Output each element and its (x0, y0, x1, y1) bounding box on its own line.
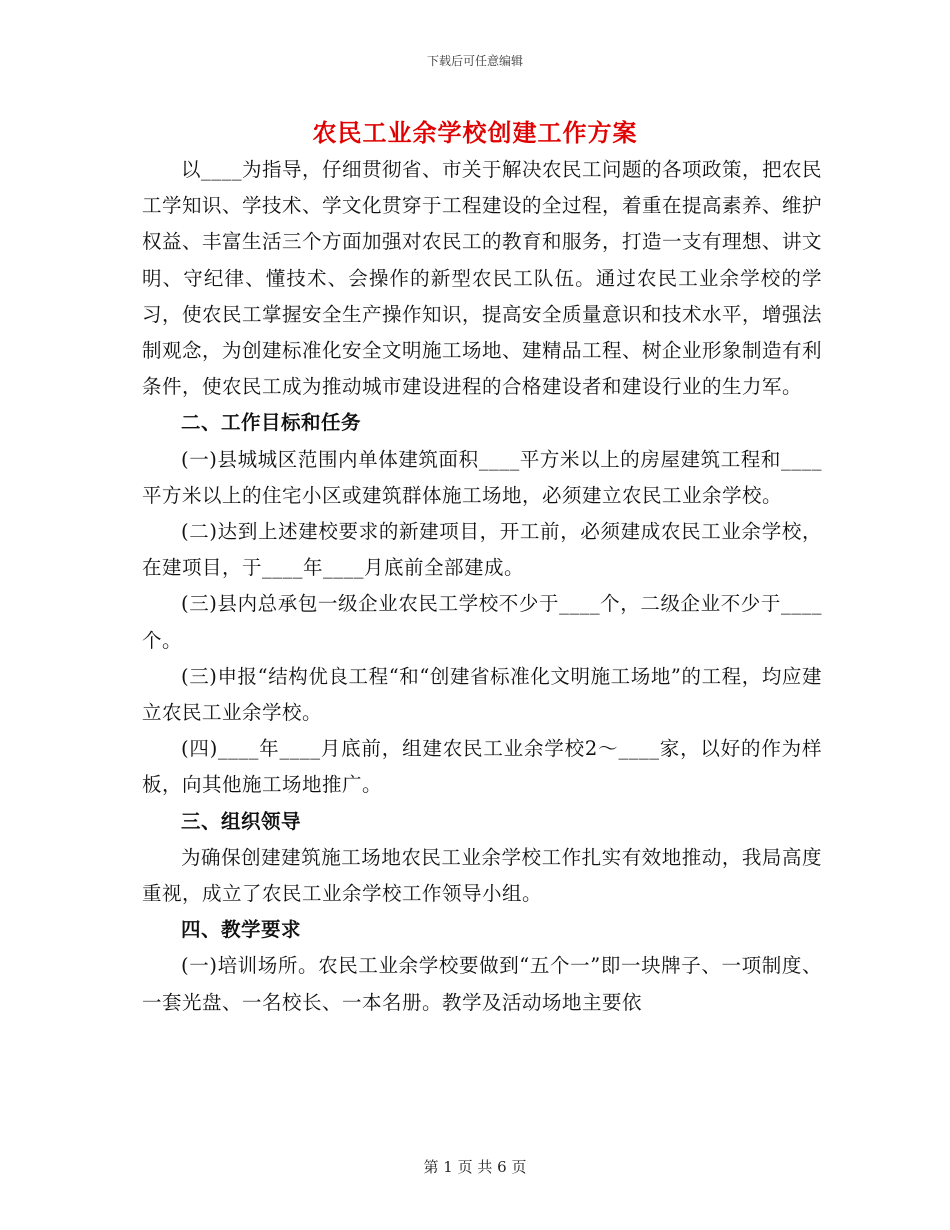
teaching-paragraph: (一)培训场所。农民工业余学校要做到“五个一”即一块牌子、一项制度、一套光盘、一名校长、一本名册。教学及活动场地主要依 (142, 954, 822, 1014)
goals-item-4: (三)申报“结构优良工程“和“创建省标准化文明施工场地”的工程，均应建立农民工业余学校。 (142, 664, 822, 725)
document-body (142, 152, 822, 1021)
goals-item-2: (二)达到上述建校要求的新建项目，开工前，必须建成农民工业余学校，在建项目，于____年____月底前全部建成。 (142, 520, 822, 580)
section-heading-leadership: 三、组织领导 (181, 809, 302, 833)
goals-item-1: (一)县城城区范围内单体建筑面积____平方米以上的房屋建筑工程和____平方米以上的住宅小区或建筑群体施工场地，必须建立农民工业余学校。 (142, 447, 822, 507)
page-number: 第 1 页 共 6 页 (423, 1158, 527, 1176)
goals-item-3: (三)县内总承包一级企业农民工学校不少于____个，二级企业不少于____个。 (142, 592, 822, 652)
page-header-note: 下载后可任意编辑 (426, 54, 523, 68)
section-heading-goals: 二、工作目标和任务 (181, 411, 362, 435)
goals-item-5: (四)____年____月底前，组建农民工业余学校2～____家，以好的作为样板，向其他施工场地推广。 (142, 737, 822, 797)
document-title: 农民工业余学校创建工作方案 (312, 118, 638, 147)
intro-paragraph: 以____为指导，仔细贯彻省、市关于解决农民工问题的各项政策，把农民工学知识、学技术、学文化贯穿于工程建设的全过程，着重在提高素养、维护权益、丰富生活三个方面加强对农民工的教育和服务，打造一支有理想、讲文明、守纪律、懂技术、会操作的新型农民工队伍。通过农民工业余学校的学习，使农民工掌握安全生产操作知识，提高安全质量意识和技术水平，增强法制观念，为创建标准化安全文明施工场地、建精品工程、树企业形象制造有利条件，使农民工成为推动城市建设进程的合格建设者和建设行业的生力军。 (142, 158, 823, 399)
section-heading-teaching: 四、教学要求 (181, 918, 302, 942)
leadership-paragraph: 为确保创建建筑施工场地农民工业余学校工作扎实有效地推动，我局高度重视，成立了农民工业余学校工作领导小组。 (142, 845, 822, 906)
